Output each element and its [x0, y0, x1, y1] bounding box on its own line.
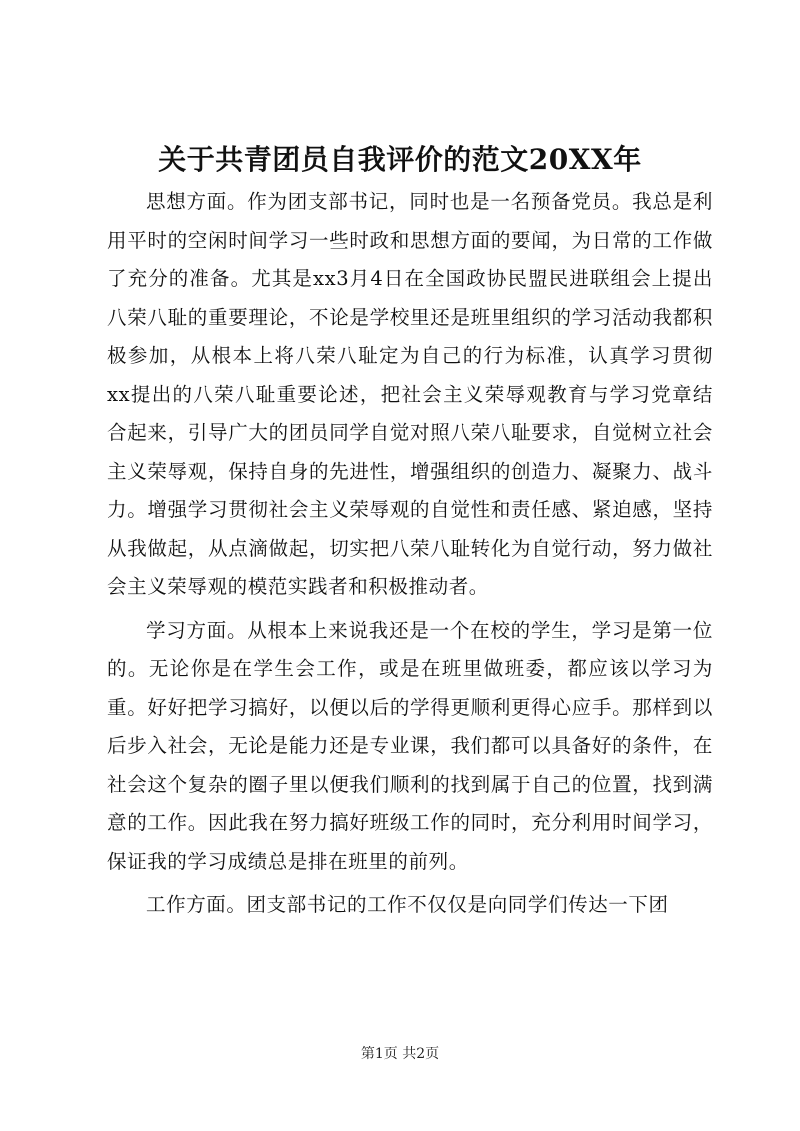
- document-title: 关于共青团员自我评价的范文20XX年: [158, 143, 642, 176]
- paragraph-work: 工作方面。团支部书记的工作不仅仅是向同学们传达一下团: [146, 893, 669, 916]
- paragraph-thought: 思想方面。作为团支部书记，同时也是一名预备党员。我总是利用平时的空闲时间学习一些时政和思想方面的要闻，为日常的工作做了充分的准备。尤其是xx3月4日在全国政协民盟民进联组会上提出八荣八耻的重要理论，不论是学校里还是班里组织的学习活动我都积极参加，从根本上将八荣八耻定为自己的行为标准，认真学习贯彻xx提出的八荣八耻重要论述，把社会主义荣辱观教育与学习党章结合起来，引导广大的团员同学自觉对照八荣八耻要求，自觉树立社会主义荣辱观，保持自身的先进性，增强组织的创造力、凝聚力、战斗力。增强学习贯彻社会主义荣辱观的自觉性和责任感、紧迫感，坚持从我做起，从点滴做起，切实把八荣八耻转化为自觉行动，努力做社会主义荣辱观的模范实践者和积极推动者。: [107, 190, 713, 598]
- page-footer: 第1页 共2页: [360, 1046, 440, 1062]
- paragraph-study: 学习方面。从根本上来说我还是一个在校的学生，学习是第一位的。无论你是在学生会工作，或是在班里做班委，都应该以学习为重。好好把学习搞好，以便以后的学得更顺利更得心应手。那样到以后步入社会，无论是能力还是专业课，我们都可以具备好的条件，在社会这个复杂的圈子里以便我们顺利的找到属于自己的位置，找到满意的工作。因此我在努力搞好班级工作的同时，充分利用时间学习，保证我的学习成绩总是排在班里的前列。: [107, 618, 713, 873]
- document-body: [107, 183, 713, 930]
